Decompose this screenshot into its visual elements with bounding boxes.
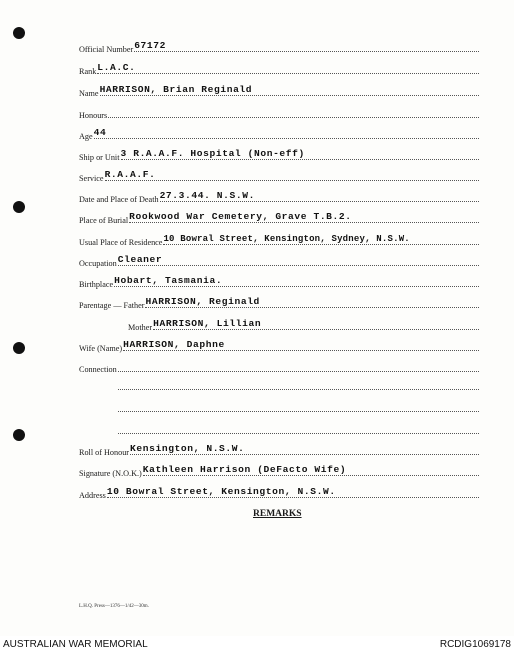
remarks-heading: REMARKS — [253, 509, 302, 519]
field-value: L.A.C. — [97, 62, 136, 73]
field-label: Name — [79, 89, 99, 98]
field-label: Service — [79, 174, 104, 183]
field-value: R.A.A.F. — [104, 169, 156, 180]
field-value: Kensington, N.S.W. — [130, 443, 245, 454]
field-value: Hobart, Tasmania. — [114, 275, 223, 286]
punch-hole — [13, 429, 25, 441]
field-age — [79, 127, 479, 141]
field-label: Honours — [79, 111, 108, 120]
field-name — [79, 84, 479, 98]
field-rank — [79, 62, 479, 76]
field-value: Cleaner — [117, 254, 163, 265]
field-mother — [128, 318, 479, 332]
field-occupation — [79, 254, 479, 268]
field-address — [79, 486, 479, 500]
field-signature-nok — [79, 464, 479, 478]
field-value: HARRISON, Daphne — [123, 339, 225, 350]
field-label: Address — [79, 491, 106, 500]
field-label: Rank — [79, 67, 97, 76]
field-value: HARRISON, Reginald — [145, 296, 260, 307]
field-label: Age — [79, 132, 93, 141]
field-father — [79, 296, 479, 310]
field-label: Birthplace — [79, 280, 114, 289]
field-value: 10 Bowral Street, Kensington, Sydney, N.S.W. — [163, 234, 410, 244]
field-value: 44 — [93, 127, 107, 138]
field-value: Kathleen Harrison (DeFacto Wife) — [142, 464, 347, 475]
field-value: Rookwood War Cemetery, Grave T.B.2. — [129, 211, 352, 222]
field-label: Connection — [79, 365, 117, 374]
field-service — [79, 169, 479, 183]
field-label: Official Number — [79, 45, 134, 54]
printer-footer: L.H.Q. Press—1376—1/42—30m. — [79, 604, 149, 609]
field-wife — [79, 339, 479, 353]
punch-hole — [13, 27, 25, 39]
field-label: Usual Place of Residence — [79, 238, 163, 247]
blank-line — [118, 389, 479, 390]
field-ship-or-unit — [79, 148, 479, 162]
field-label: Occupation — [79, 259, 117, 268]
field-connection — [79, 360, 479, 374]
field-label: Wife (Name) — [79, 344, 123, 353]
field-label: Signature (N.O.K.) — [79, 469, 142, 478]
field-place-of-burial — [79, 211, 479, 225]
field-value: 3 R.A.A.F. Hospital (Non-eff) — [120, 148, 305, 159]
field-value: HARRISON, Lillian — [153, 318, 262, 329]
field-value: 27.3.44. N.S.W. — [159, 190, 255, 201]
field-usual-residence — [79, 233, 479, 247]
field-label: Parentage — Father — [79, 301, 145, 310]
field-label: Ship or Unit — [79, 153, 120, 162]
field-label: Roll of Honour — [79, 448, 130, 457]
field-date-place-of-death — [79, 190, 479, 204]
institution-caption: AUSTRALIAN WAR MEMORIAL — [3, 639, 148, 650]
field-official-number — [79, 40, 479, 54]
field-honours — [79, 106, 479, 120]
field-value: 10 Bowral Street, Kensington, N.S.W. — [106, 486, 336, 497]
field-value: 67172 — [134, 40, 166, 51]
field-label: Place of Burial — [79, 216, 129, 225]
blank-line — [118, 433, 479, 434]
punch-hole — [13, 342, 25, 354]
caption-bar — [0, 636, 514, 654]
field-roll-of-honour — [79, 443, 479, 457]
field-label: Date and Place of Death — [79, 195, 159, 204]
record-id-caption: RCDIG1069178 — [439, 639, 511, 650]
field-value: HARRISON, Brian Reginald — [99, 84, 253, 95]
field-birthplace — [79, 275, 479, 289]
punch-hole — [13, 201, 25, 213]
field-label: Mother — [128, 323, 153, 332]
blank-line — [118, 411, 479, 412]
